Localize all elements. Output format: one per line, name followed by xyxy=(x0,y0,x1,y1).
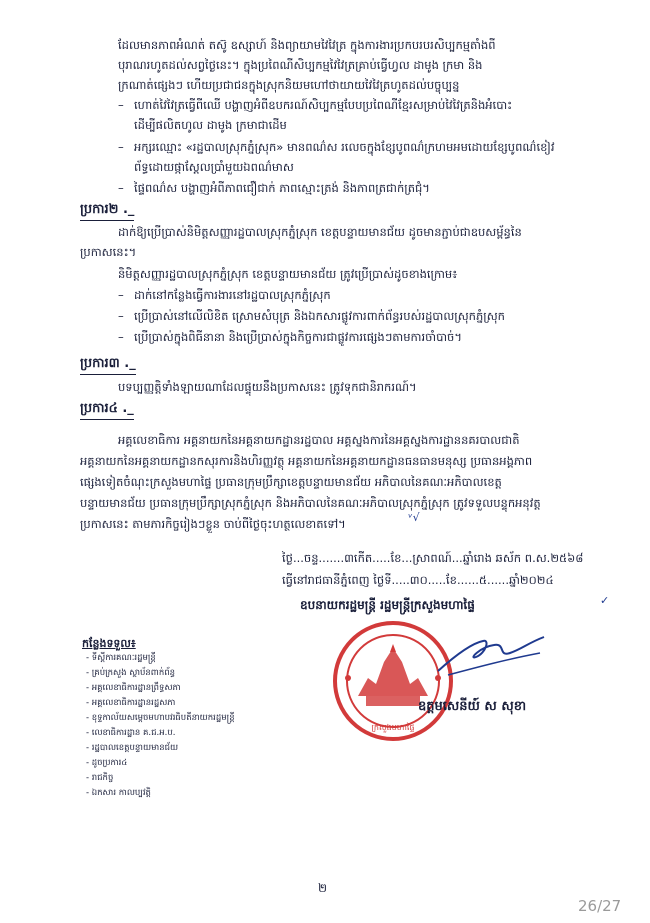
distribution-item: - រាជកិច្ច xyxy=(86,773,114,783)
emblem-bullet-1-line-2: ដើម្បីផលិតហូល ដាមូង ក្រមាជាដើម xyxy=(134,118,287,132)
emblem-bullet-2-cont xyxy=(134,158,618,177)
distribution-item: - អគ្គលេខាធិការដ្ឋានរដ្ឋសភា xyxy=(86,698,176,708)
emblem-bullet-2: – អក្សរឈ្មោះ «រដ្ឋបាលស្រុកភ្នំស្រុក» មានពណ៌ស រលេចក្នុងខ្សែបូពណ៌ក្រហមអមដោយខ្សែបូពណ៌ខៀវ xyxy=(118,140,555,154)
distribution-title: កន្លែងទទួល៖ xyxy=(82,637,136,650)
emblem-bullet-3-line-1: ផ្ទៃពណ៌ស បង្ហាញអំពីភាពជឿជាក់ ភាពស្មោះត្រង់ និងភាពត្រជាក់ត្រជុំ។ xyxy=(134,181,430,195)
article-2-para-2: និមិត្តសញ្ញារដ្ឋបាលស្រុកភ្នំស្រុក ខេត្តបន្ទាយមានជ័យ ត្រូវប្រើប្រាស់ដូចខាងក្រោម៖ xyxy=(118,267,458,281)
signer-name: ឧត្តមសេនីយ៍ ស សុខា xyxy=(418,699,527,714)
article-2-heading: ប្រការ២ ._ xyxy=(80,201,134,221)
article-4-line-3: ផ្សេងទៀតចំណុះក្រសួងមហាផ្ទៃ ប្រធានក្រុមប្រឹក្សាខេត្តបន្ទាយមានជ័យ អភិបាលនៃគណៈអភិបាលខេត្ត xyxy=(80,475,502,489)
page-counter: 26/27 xyxy=(578,897,622,915)
article-4-line-5: ប្រកាសនេះ តាមភារកិច្ចរៀងៗខ្លួន ចាប់ពីថ្ងៃចុះហត្ថលេខាតទៅ។ xyxy=(80,517,346,531)
article-2-bullet-2-text: ប្រើប្រាស់នៅលើលិខិត ស្រោមសំបុត្រ និងឯកសារផ្លូវការពាក់ព័ន្ធរបស់រដ្ឋបាលស្រុកភ្នំស្រុក xyxy=(134,309,505,323)
distribution-item: - ទីស្ដីការគណៈរដ្ឋមន្ត្រី xyxy=(86,653,156,663)
article-2-bullet-1: – ដាក់នៅកន្លែងធ្វើការងារនៅរដ្ឋបាលស្រុកភ្នំស្រុក xyxy=(118,288,331,302)
article-4-heading: ប្រការ៤ ._ xyxy=(80,400,134,420)
distribution-item: - គ្រប់ក្រសួង ស្ថាប័នពាក់ព័ន្ធ xyxy=(86,668,176,678)
article-2-bullet-2: – ប្រើប្រាស់នៅលើលិខិត ស្រោមសំបុត្រ និងឯកសារផ្លូវការពាក់ព័ន្ធរបស់រដ្ឋបាលស្រុកភ្នំស្រុក xyxy=(118,309,505,323)
article-3-text: បទប្បញ្ញត្តិទាំងឡាយណាដែលផ្ទុយនឹងប្រកាសនេះ ត្រូវទុកជានិរាករណ៍។ xyxy=(118,380,417,394)
article-2-bullet-1-text: ដាក់នៅកន្លែងធ្វើការងារនៅរដ្ឋបាលស្រុកភ្នំស្រុក xyxy=(134,288,331,302)
signature-icon xyxy=(428,623,548,679)
signature-initial: ✓ xyxy=(600,594,610,607)
distribution-item: - ឯកសារ កាលប្បវត្តិ xyxy=(86,788,151,798)
article-2-bullet-3: – ប្រើប្រាស់ក្នុងពិធីនានា និងប្រើប្រាស់ក្នុងកិច្ចការជាផ្លូវការផ្សេងៗតាមការចាំបាច់។ xyxy=(118,330,462,344)
article-2-para-1-line-2: ប្រកាសនេះ។ xyxy=(80,245,137,259)
emblem-bullet-2-line-2: ព័ទ្ធដោយផ្កាស្ដែលប្រាំមួយឯពណ៌មាស xyxy=(134,160,294,174)
emblem-bullet-1-line-1: ហោត់វៃវៃត្រធ្វើពីឈើ បង្ហាញអំពីឧបករណ៍សិប្បកម្មបែបប្រពៃណីខ្មែរសម្រាប់វៃវៃត្រនិងអំបោះ xyxy=(134,98,513,112)
page-number: ២ xyxy=(318,881,328,895)
signatory-title: ឧបនាយករដ្ឋមន្ត្រី រដ្ឋមន្ត្រីក្រសួងមហាផ្ទៃ xyxy=(300,598,475,612)
article-4-line-2: អគ្គនាយកនៃអគ្គនាយកដ្ឋានកសុរការនិងហិរញ្ញវត្ថុ អគ្គនាយកនៃអគ្គនាយកដ្ឋានធនធានមនុស្ស ប្រធានអង្គភាព xyxy=(80,454,533,468)
intro-line-2: បុរាណរហូតដល់សព្វថ្ងៃនេះ។ ក្នុងប្រពៃណីសិប្បកម្មវៃវៃត្រគ្រាប់ធ្វើហ្វល ដាមូង ក្រមា និង xyxy=(118,58,483,72)
emblem-bullet-1: – ហោត់វៃវៃត្រធ្វើពីឈើ បង្ហាញអំពីឧបករណ៍សិប្បកម្មបែបប្រពៃណីខ្មែរសម្រាប់វៃវៃត្រនិងអំបោះ xyxy=(118,98,513,112)
emblem-bullet-3: – ផ្ទៃពណ៌ស បង្ហាញអំពីភាពជឿជាក់ ភាពស្មោះត្រង់ និងភាពត្រជាក់ត្រជុំ។ xyxy=(118,181,430,195)
intro-line-3: ក្រណាត់ផ្សេងៗ ហើយប្រជាជនក្នុងស្រុកនិយមហៅថាយាយវៃវៃត្រហូតដល់បច្ចុប្បន្ន xyxy=(118,78,460,92)
emblem-bullet-1-cont xyxy=(134,116,618,135)
article-4-line-4: បន្ទាយមានជ័យ ប្រធានក្រុមប្រឹក្សាស្រុកភ្នំស្រុក និងអភិបាលនៃគណៈអភិបាលស្រុកភ្នំស្រុក ត្រូវទទួលបន្ទុកអនុវត្ត xyxy=(80,496,541,510)
article-2-para-1-line-1: ដាក់ឱ្យប្រើប្រាស់និមិត្តសញ្ញារដ្ឋបាលស្រុកភ្នំស្រុក ខេត្តបន្ទាយមានជ័យ ដូចមានភ្ជាប់ជាឧបសម្ព័ន្ធនៃ xyxy=(118,225,522,239)
distribution-item: - ដូចប្រការ៤ xyxy=(86,758,128,768)
dateline-lunar: ថ្ងៃ...ចន្ទ.......៣កើត.....ខែ...ស្រាពណ៍...ឆ្នាំរោង ឆស័ក ព.ស.២៥៦៨ xyxy=(282,551,584,565)
distribution-item: - លេខាធិការដ្ឋាន គ.ជ.អ.ប. xyxy=(86,728,176,738)
article-3-heading: ប្រការ៣ ._ xyxy=(80,355,136,375)
emblem-bullet-2-line-1: អក្សរឈ្មោះ «រដ្ឋបាលស្រុកភ្នំស្រុក» មានពណ៌ស រលេចក្នុងខ្សែបូពណ៌ក្រហមអមដោយខ្សែបូពណ៌ខៀវ xyxy=(134,140,555,154)
distribution-item: - អគ្គលេខាធិការដ្ឋានព្រឹទ្ធសភា xyxy=(86,683,181,693)
distribution-item: - ខុទ្ទកាល័យសម្ដេចមហាបវរធិបតីនាយករដ្ឋមន្ត្រី xyxy=(86,713,235,723)
initial-mark: ᵛ√ xyxy=(408,511,420,524)
dateline-solar: ធ្វើនៅរាជធានីភ្នំពេញ ថ្ងៃទី.....៣០.....ខែ......៥......ឆ្នាំ២០២៤ xyxy=(282,573,554,587)
seal-text: ក្រសួងមហាផ្ទៃ xyxy=(371,723,415,732)
distribution-item: - រដ្ឋបាលខេត្តបន្ទាយមានជ័យ xyxy=(86,743,179,753)
article-2-bullet-3-text: ប្រើប្រាស់ក្នុងពិធីនានា និងប្រើប្រាស់ក្នុងកិច្ចការជាផ្លូវការផ្សេងៗតាមការចាំបាច់។ xyxy=(134,330,462,344)
intro-line-1: ដែលមានភាពអំណត់ តស៊ូ ឧស្សាហ៍ និងព្យាយាមវៃវៃត្រ ក្នុងការងារប្រកបរបរសិប្បកម្មតាំងពី xyxy=(118,38,496,52)
article-4-line-1: អគ្គលេខាធិការ អគ្គនាយកនៃអគ្គនាយកដ្ឋានរដ្ឋបាល អគ្គស្នងការនៃអគ្គស្នងការដ្ឋាននគរបាលជាតិ xyxy=(118,433,520,447)
